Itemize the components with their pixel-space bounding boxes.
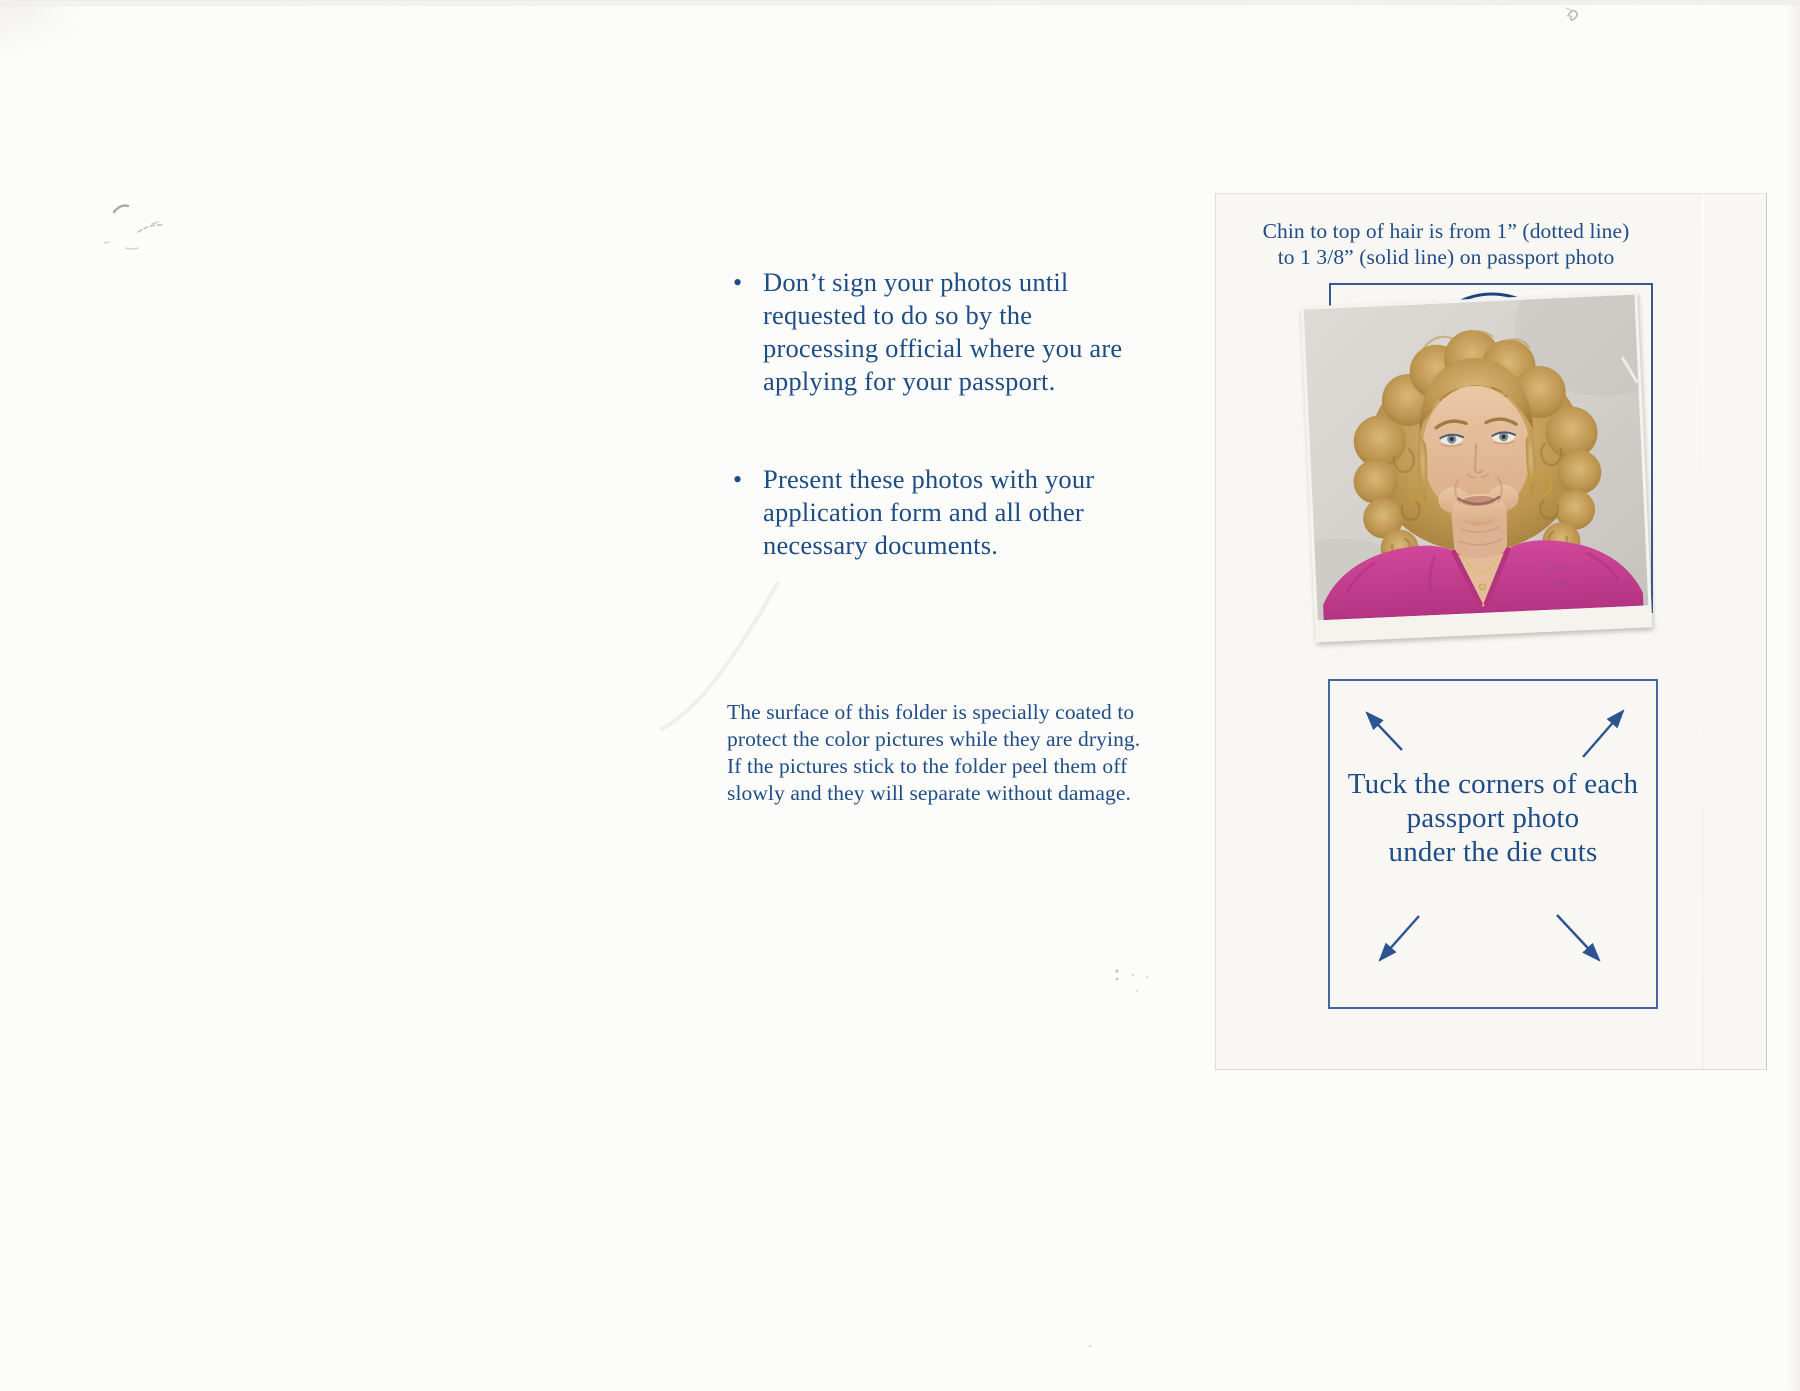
bullet-dot: • [733, 268, 743, 297]
bullet-text-line: necessary documents. [763, 530, 999, 560]
bullet-text-line: application form and all other [763, 497, 1084, 527]
arrow-top-left [1367, 713, 1402, 750]
tuck-text-line: under the die cuts [1388, 836, 1598, 868]
bullet-text-line: Don’t sign your photos until [763, 267, 1069, 297]
panel-crease-line [1702, 194, 1704, 1069]
photo-size-caption [1186, 219, 1706, 270]
note-line: The surface of this folder is specially coated to [727, 700, 1135, 724]
top-hairline [0, 4, 1800, 5]
necklace-pendant [1479, 584, 1485, 590]
bullet-item-sign-photos [733, 266, 1122, 398]
tuck-corners-box [1328, 679, 1658, 1009]
tuck-text-line: passport photo [1406, 802, 1580, 834]
bullet-dot: • [733, 465, 743, 494]
passport-photo [1301, 292, 1653, 643]
bullet-list [733, 266, 1122, 562]
bullet-item-present-photos [733, 463, 1122, 562]
note-line: protect the color pictures while they are drying. [727, 727, 1141, 751]
bullet-text-line: requested to do so by the [763, 300, 1033, 330]
dust-specks [1089, 969, 1149, 1347]
note-line: slowly and they will separate without damage. [727, 781, 1131, 805]
coating-note [727, 699, 1187, 807]
caption-line: to 1 3/8” (solid line) on passport photo [1277, 244, 1615, 269]
woman-portrait-image [1304, 295, 1649, 621]
arrow-top-right [1583, 711, 1623, 757]
caption-line: Chin to top of hair is from 1” (dotted line) [1262, 219, 1630, 243]
tuck-text-line: Tuck the corners of each [1347, 768, 1639, 800]
pencil-scribble-mark [104, 206, 162, 249]
arrow-bottom-left [1380, 916, 1419, 960]
arrow-bottom-right [1557, 915, 1599, 960]
note-line: If the pictures stick to the folder peel them off [727, 754, 1128, 778]
bullet-text-line: Present these photos with your [763, 464, 1095, 494]
bullet-text-line: processing official where you are [763, 333, 1123, 363]
top-right-curl-mark [1566, 8, 1577, 20]
bullet-text-line: applying for your passport. [763, 366, 1056, 396]
tuck-instructions [1330, 767, 1656, 869]
